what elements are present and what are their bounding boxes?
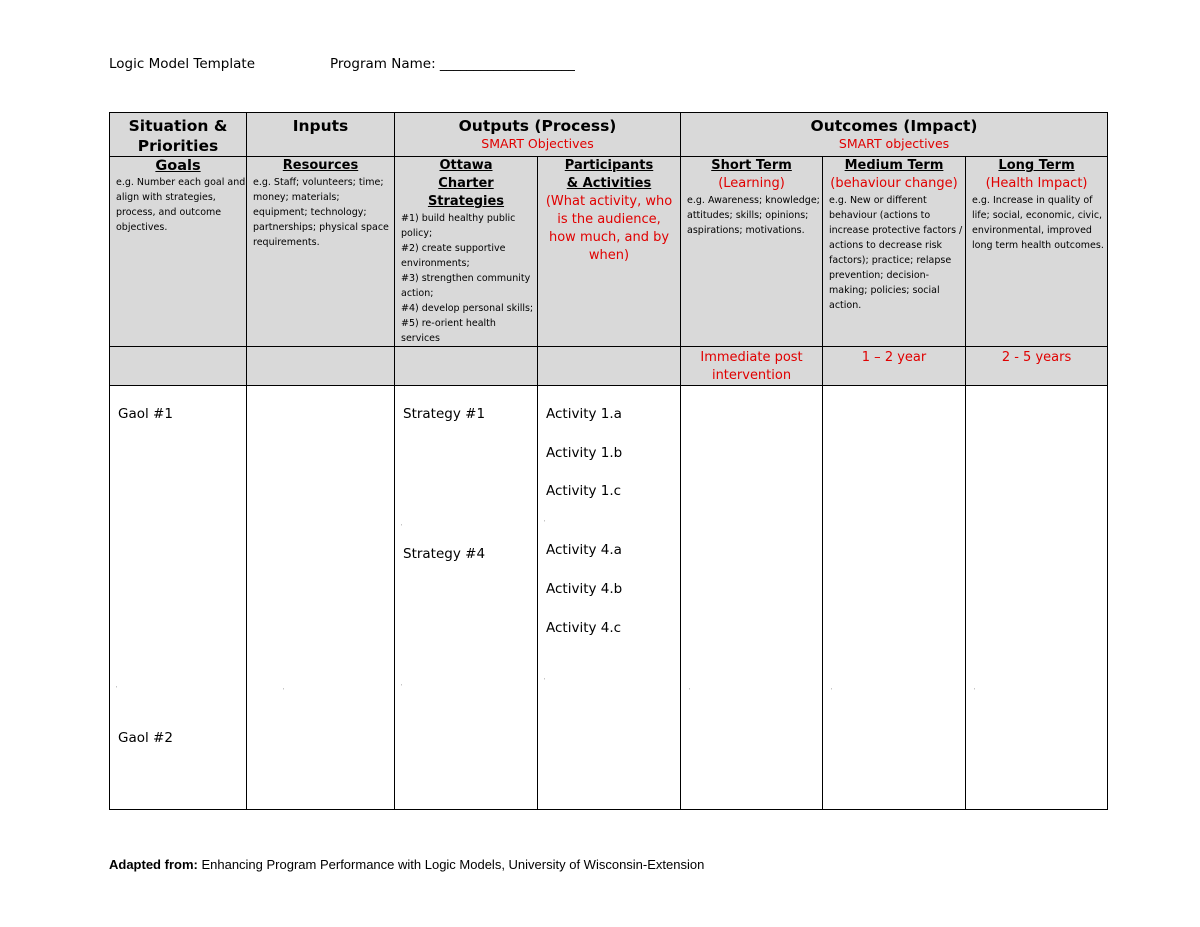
long-term-body: ' [966,386,1108,810]
activity-1b: Activity 1.b [546,445,623,461]
ottawa-list: #1) build healthy public policy; #2) create supportive environments; #3) strengthen community action; #4) develop personal skills; #5) re-orient health services [401,213,534,344]
activity-4a: Activity 4.a [546,542,622,558]
medium-term-sub: (behaviour change) [830,176,958,191]
outputs-header: Outputs (Process) SMART Objectives [395,113,681,157]
timeframe-row [110,347,1108,386]
inputs-header: Inputs [247,113,395,157]
medium-timeframe: 1 – 2 year [823,347,966,386]
activity-4c: Activity 4.c [546,620,622,636]
footer-label: Adapted from: [109,857,198,872]
long-term-title: Long Term [998,158,1075,173]
program-name-label: Program Name: ____________________ [330,56,575,72]
strategies-body: Strategy #1 ' Strategy #4 ' [395,386,538,810]
participants-title: Participants & Activities [564,158,654,191]
outcomes-header: Outcomes (Impact) SMART objectives [681,113,1108,157]
goals-body: Gaol #1 ' Gaol #2 [110,386,247,810]
situation-header: Situation & Priorities [110,113,247,157]
activity-4b: Activity 4.b [546,581,623,597]
goals-cell [110,157,247,347]
participants-cell [538,157,681,347]
logic-model-table [109,112,1108,810]
short-term-title: Short Term [711,158,792,173]
activity-1a: Activity 1.a [546,406,622,422]
short-term-desc: e.g. Awareness; knowledge; attitudes; skills; opinions; aspirations; motivations. [687,195,820,236]
strategy-4: Strategy #4 [403,546,486,562]
footer-text: Enhancing Program Performance with Logic Models, University of Wisconsin-Extension [197,857,705,872]
goals-desc: e.g. Number each goal and align with strategies, process, and outcome objectives. [116,177,246,233]
footer-attribution [109,857,704,872]
activity-1c: Activity 1.c [546,483,622,499]
goals-title: Goals [155,158,201,174]
resources-desc: e.g. Staff; volunteers; time; money; materials; equipment; technology; partnerships; physical space requirements. [253,177,389,248]
long-term-cell [966,157,1108,347]
subheader-row [110,157,1108,347]
participants-note: (What activity, who is the audience, how much, and by when) [545,194,673,263]
short-term-body: ' [681,386,823,810]
activities-body: Activity 1.a Activity 1.b Activity 1.c ' Activity 4.a Activity 4.b Activity 4.c ' [538,386,681,810]
long-term-desc: e.g. Increase in quality of life; social, economic, civic, environmental, improved long term health outcomes. [972,195,1104,251]
long-term-sub: (Health Impact) [985,176,1088,191]
resources-cell [247,157,395,347]
document-title: Logic Model Template [109,56,256,72]
medium-term-body: ' [823,386,966,810]
outcomes-subtitle: SMART objectives [838,136,950,151]
ottawa-title: Ottawa Charter Strategies [427,158,505,209]
short-timeframe: Immediate post intervention [681,347,823,386]
header-row [110,113,1108,157]
goal-1: Gaol #1 [118,406,173,422]
medium-term-cell [823,157,966,347]
resources-body: ' [247,386,395,810]
ottawa-cell [395,157,538,347]
long-timeframe: 2 - 5 years [966,347,1108,386]
body-row [110,386,1108,810]
resources-title: Resources [282,158,359,173]
medium-term-desc: e.g. New or different behaviour (actions to increase protective factors / actions to decrease risk factors); practice; relapse prevention; decision-making; policies; social action. [829,195,963,311]
goal-2: Gaol #2 [118,730,173,746]
short-term-sub: (Learning) [718,176,785,191]
strategy-1: Strategy #1 [403,406,486,422]
short-term-cell [681,157,823,347]
outputs-subtitle: SMART Objectives [481,136,594,151]
medium-term-title: Medium Term [844,158,944,173]
